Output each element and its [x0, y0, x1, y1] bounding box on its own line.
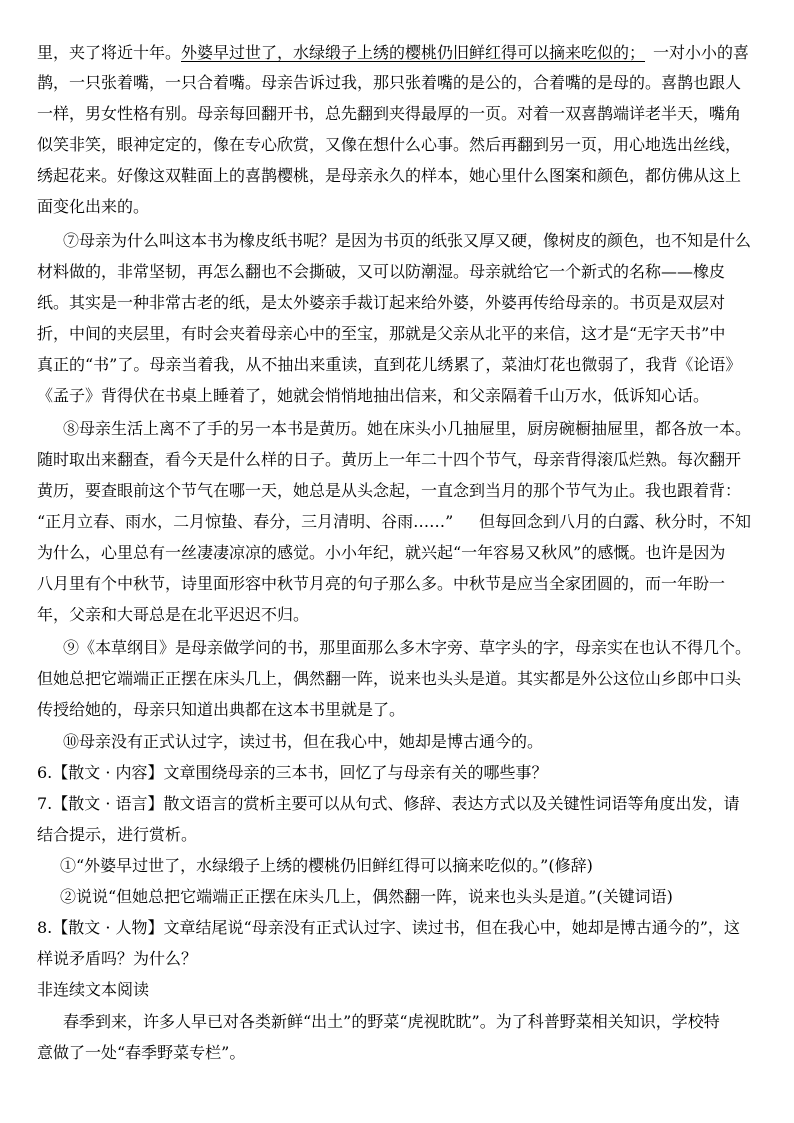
text-run: 绣起花来。好像这双鞋面上的喜鹊樱桃，是母亲永久的样本，她心里什么图案和颜色，都仿佛从这上 — [37, 166, 742, 185]
text-line — [0, 99, 794, 129]
text-line — [0, 1007, 794, 1037]
paragraph-start: ⑩母亲没有正式认过字，读过书，但在我心中，她却是博古通今的。 — [63, 732, 544, 751]
section-heading — [0, 975, 794, 1005]
question-6 — [0, 758, 794, 788]
text-line — [0, 600, 794, 630]
text-run: 八月里有个中秋节，诗里面形容中秋节月亮的句子那么多。中秋节是应当全家团圆的，而一年盼一 — [37, 574, 726, 593]
text-line — [0, 130, 794, 160]
text-line — [0, 38, 794, 68]
text-line — [0, 664, 794, 694]
question-text: 样说矛盾吗？为什么？ — [37, 949, 198, 968]
text-run: 意做了一处“春季野菜专栏”。 — [37, 1043, 246, 1062]
text-run: 一样，男女性格有别。母亲每回翻开书，总先翻到夹得最厚的一页。对着一双喜鹊端详老半天，嘴角 — [37, 104, 742, 123]
text-line — [0, 414, 794, 444]
text-line — [0, 476, 794, 506]
question-text: 7.【散文 · 语言】散文语言的赏析主要可以从句式、修辞、表达方式以及关键性词语等角度出发，请 — [37, 794, 740, 813]
text-run: 里，夹了将近十年。 — [37, 43, 182, 62]
text-line — [0, 288, 794, 318]
sub-question-text: ①“外婆早过世了，水绿缎子上绣的樱桃仍旧鲜红得可以摘来吃似的。”(修辞) — [60, 856, 593, 875]
text-line — [0, 68, 794, 98]
quoted-solar-terms: “正月立春、雨水，二月惊蛰、春分，三月清明、谷雨……” — [37, 512, 454, 531]
text-line — [0, 944, 794, 974]
text-line — [0, 727, 794, 757]
question-text: 6.【散文 · 内容】文章围绕母亲的三本书，回忆了与母亲有关的哪些事？ — [37, 763, 548, 782]
text-line — [0, 569, 794, 599]
text-run: 折，中间的夹层里，有时会夹着母亲心中的至宝，那就是父亲从北平的来信，这才是“无字天书”中 — [37, 324, 726, 343]
text-run: 但她总把它端端正正摆在床头几上，偶然翻一阵，说来也头头是道。其实都是外公这位山乡郎中口头 — [37, 669, 742, 688]
text-line — [0, 507, 794, 537]
text-line — [0, 695, 794, 725]
text-line — [0, 381, 794, 411]
text-line — [0, 538, 794, 568]
text-run: 《孟子》背得伏在书桌上睡着了，她就会悄悄地抽出信来，和父亲隔着千山万水，低诉知心话。 — [37, 386, 710, 405]
text-run: 材料做的，非常坚韧，再怎么翻也不会撕破，又可以防潮湿。母亲就给它一个新式的名称——橡皮 — [37, 262, 726, 281]
underlined-quote: 外婆早过世了，水绿缎子上绣的樱桃仍旧鲜红得可以摘来吃似的； — [181, 43, 646, 62]
sub-question-text: ②说说“但她总把它端端正正摆在床头几上，偶然翻一阵，说来也头头是道。”(关键词语) — [60, 887, 673, 906]
question-7-sub-2 — [0, 882, 794, 912]
question-text: 结合提示，进行赏析。 — [37, 825, 198, 844]
text-line — [0, 161, 794, 191]
text-run: 传授给她的，母亲只知道出典都在这本书里就是了。 — [37, 700, 406, 719]
paragraph-start: ⑨《本草纲目》是母亲做学问的书，那里面那么多木字旁、草字头的字，母亲实在也认不得几个。 — [63, 638, 752, 657]
text-run: 随时取出来翻查，看今天是什么样的日子。黄历上一年二十四个节气，母亲背得滚瓜烂熟。每次翻开 — [37, 450, 742, 469]
text-line — [0, 226, 794, 256]
question-7-sub-1 — [0, 851, 794, 881]
text-run: 似笑非笑，眼神定定的，像在专心欣赏，又像在想什么心事。然后再翻到另一页，用心地选出丝线， — [37, 135, 742, 154]
text-run: 为什么，心里总有一丝凄凄凉凉的感觉。小小年纪，就兴起“一年容易又秋风”的感慨。也许是因为 — [37, 543, 726, 562]
text-run: 黄历，要查眼前这个节气在哪一天，她总是从头念起，一直念到当月的那个节气为止。我也跟着背： — [37, 481, 742, 500]
text-line — [0, 445, 794, 475]
text-line — [0, 633, 794, 663]
question-7 — [0, 789, 794, 819]
text-line — [0, 257, 794, 287]
text-run: 面变化出来的。 — [37, 197, 150, 216]
text-run: 鹊，一只张着嘴，一只合着嘴。母亲告诉过我，那只张着嘴的是公的，合着嘴的是母的。喜鹊也跟人 — [37, 73, 742, 92]
section-heading-text: 非连续文本阅读 — [37, 980, 150, 999]
text-run: 纸。其实是一种非常古老的纸，是太外婆亲手裁订起来给外婆，外婆再传给母亲的。书页是双层对 — [37, 293, 726, 312]
text-run: 但每回念到八月的白露、秋分时，不知 — [479, 512, 752, 531]
paragraph-start: 春季到来，许多人早已对各类新鲜“出土”的野菜“虎视眈眈”。为了科普野菜相关知识，学校特 — [63, 1012, 720, 1031]
question-8 — [0, 913, 794, 943]
text-line — [0, 820, 794, 850]
text-run: 真正的“书”了。母亲当着我，从不抽出来重读，直到花儿绣累了，菜油灯花也微弱了，我背《论语》 — [37, 355, 742, 374]
text-run: 年，父亲和大哥总是在北平迟迟不归。 — [37, 605, 310, 624]
paragraph-start: ⑦母亲为什么叫这本书为橡皮纸书呢？是因为书页的纸张又厚又硬，像树皮的颜色，也不知是什么 — [63, 231, 752, 250]
question-text: 8.【散文 · 人物】文章结尾说“母亲没有正式认过字、读过书，但在我心中，她却是博古通今的”，这 — [37, 918, 740, 937]
text-line — [0, 1038, 794, 1068]
text-line — [0, 319, 794, 349]
text-line — [0, 192, 794, 222]
text-line — [0, 350, 794, 380]
text-run: 一对小小的喜 — [653, 43, 750, 62]
paragraph-start: ⑧母亲生活上离不了手的另一本书是黄历。她在床头小几抽屉里，厨房碗橱抽屉里，都各放一本。 — [63, 419, 752, 438]
